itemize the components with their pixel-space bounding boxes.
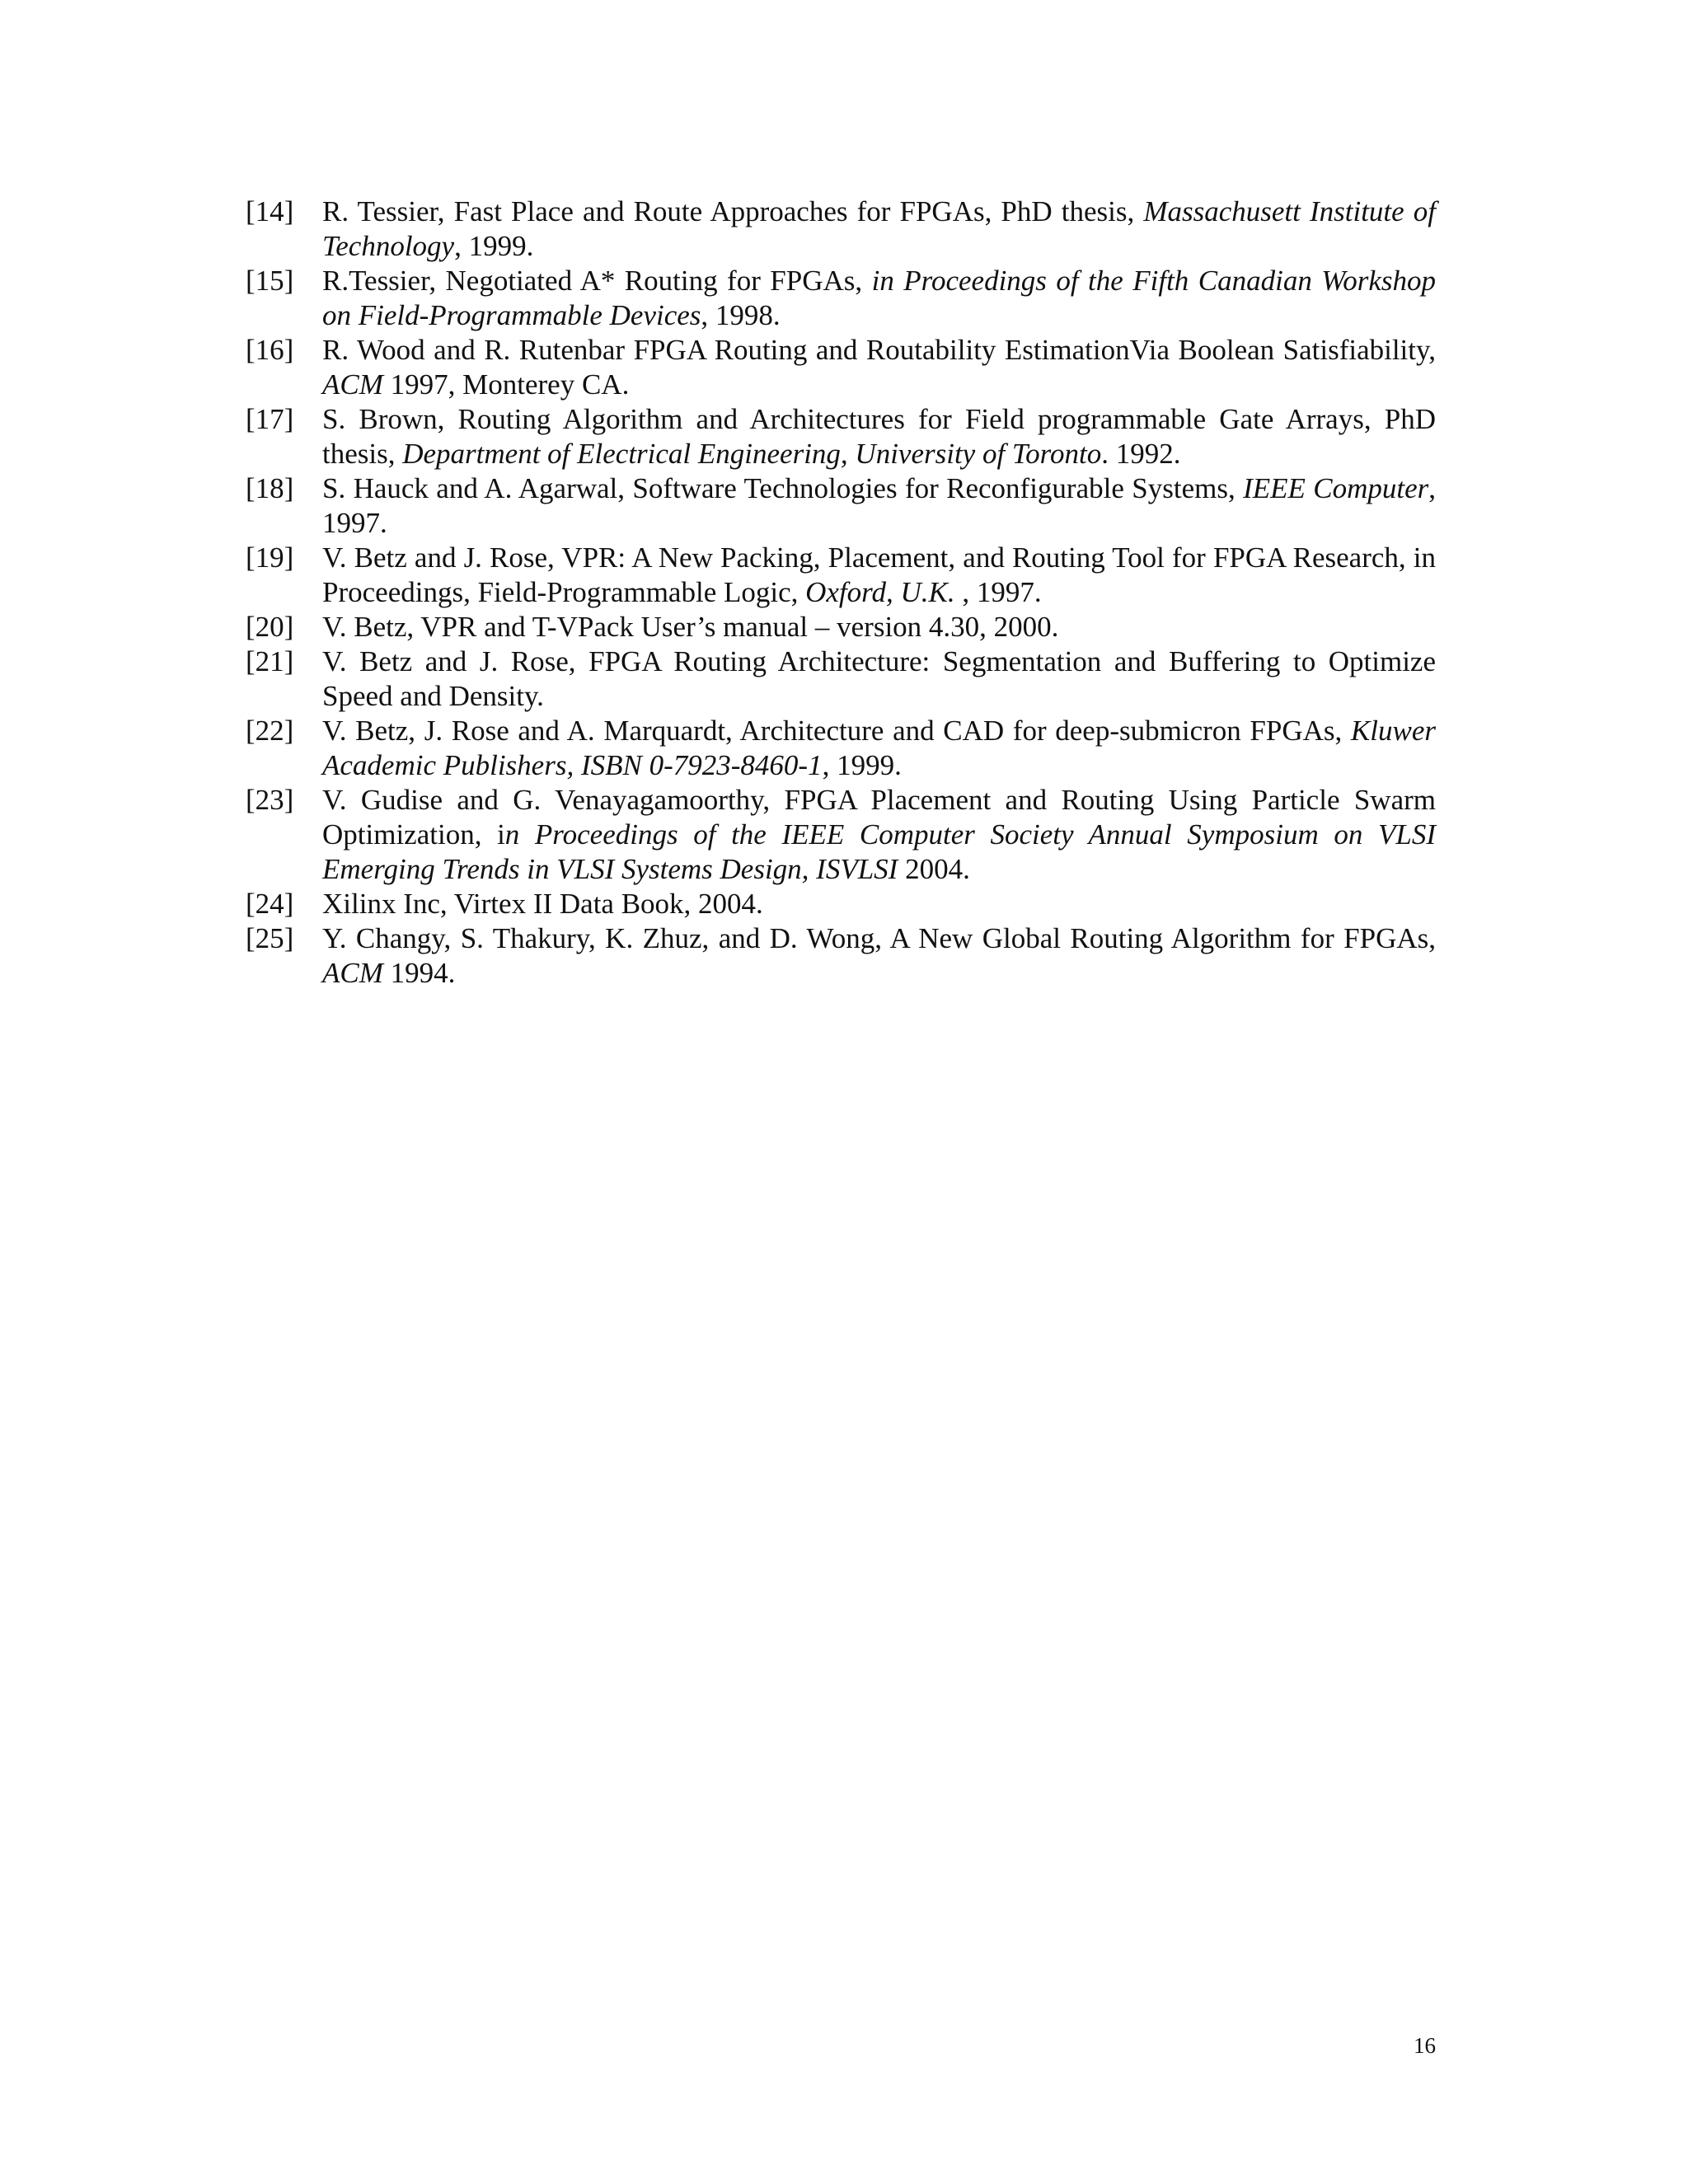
reference-segment: V. Betz, J. Rose and A. Marquardt, Architecture and CAD for deep-submicron FPGAs, <box>322 715 1351 747</box>
reference-text <box>322 610 1436 644</box>
reference-text <box>322 402 1436 471</box>
reference-number: [20] <box>246 611 294 643</box>
reference-segment: V. Betz and J. Rose, FPGA Routing Architecture: Segmentation and Buffering to Optimize Speed and Density. <box>322 645 1436 712</box>
page-number: 16 <box>1414 2033 1436 2058</box>
reference-entry <box>246 402 1436 471</box>
reference-entry <box>246 714 1436 783</box>
reference-entry <box>246 783 1436 887</box>
reference-entry <box>246 471 1436 541</box>
reference-number: [16] <box>246 334 294 366</box>
reference-number: [25] <box>246 922 294 954</box>
reference-italic-segment: ACM <box>322 957 383 989</box>
reference-segment: S. Hauck and A. Agarwal, Software Technologies for Reconfigurable Systems, <box>322 472 1244 504</box>
reference-italic-segment: Oxford, U.K. <box>805 576 955 608</box>
reference-text <box>322 333 1436 402</box>
reference-segment: S. Brown, Routing Algorithm and Architectures for Field programmable Gate Arrays, PhD thesis, <box>322 403 1436 470</box>
reference-italic-segment: in Proceedings of the Fifth Canadian Workshop on Field-Programmable Devices <box>322 265 1436 331</box>
reference-entry <box>246 541 1436 610</box>
reference-number: [15] <box>246 265 294 297</box>
reference-text <box>322 921 1436 991</box>
reference-italic-segment: n Proceedings of the IEEE Computer Society Annual Symposium on VLSI Emerging Trends in VLSI Systems Design, ISVLSI <box>322 818 1436 885</box>
reference-segment: , 1997. <box>954 576 1042 608</box>
reference-segment: R.Tessier, Negotiated A* Routing for FPGAs, <box>322 265 872 297</box>
reference-entry <box>246 264 1436 333</box>
reference-number: [23] <box>246 784 294 816</box>
reference-text <box>322 471 1436 541</box>
reference-text <box>322 783 1436 887</box>
reference-segment: Y. Changy, S. Thakury, K. Zhuz, and D. Wong, A New Global Routing Algorithm for FPGAs, <box>322 922 1436 954</box>
reference-segment: , 1998. <box>701 299 781 331</box>
reference-entry <box>246 921 1436 991</box>
reference-segment: 1997, Monterey CA. <box>382 368 630 401</box>
reference-italic-segment: IEEE Computer <box>1243 472 1429 504</box>
reference-number: [14] <box>246 195 294 227</box>
reference-segment: Xilinx Inc, Virtex II Data Book, 2004. <box>322 888 763 920</box>
reference-list <box>246 194 1436 991</box>
reference-entry <box>246 887 1436 921</box>
reference-italic-segment: Kluwer Academic Publishers, ISBN 0-7923-8460-1 <box>322 715 1436 781</box>
reference-number: [22] <box>246 715 294 747</box>
reference-italic-segment: Department of Electrical Engineering, University of Toronto <box>402 438 1102 470</box>
reference-text <box>322 541 1436 610</box>
reference-segment: . 1992. <box>1101 438 1181 470</box>
reference-number: [24] <box>246 888 294 920</box>
reference-entry <box>246 644 1436 714</box>
reference-segment: V. Betz, VPR and T-VPack User’s manual – version 4.30, 2000. <box>322 611 1059 643</box>
reference-number: [18] <box>246 472 294 504</box>
reference-number: [19] <box>246 541 294 574</box>
reference-entry <box>246 194 1436 264</box>
reference-segment: , 1999. <box>454 230 534 262</box>
reference-italic-segment: ACM <box>322 368 383 401</box>
reference-text <box>322 887 1436 921</box>
reference-entry <box>246 333 1436 402</box>
reference-entry <box>246 610 1436 644</box>
reference-segment: , 1997. <box>322 472 1436 539</box>
reference-text <box>322 714 1436 783</box>
reference-segment: 1994. <box>382 957 456 989</box>
reference-text <box>322 194 1436 264</box>
reference-segment: V. Gudise and G. Venayagamoorthy, FPGA Placement and Routing Using Particle Swarm Optimization, i <box>322 784 1436 851</box>
reference-text <box>322 644 1436 714</box>
reference-number: [17] <box>246 403 294 435</box>
reference-italic-segment: Massachusett Institute of Technology <box>322 195 1436 262</box>
reference-segment: R. Wood and R. Rutenbar FPGA Routing and Routability EstimationVia Boolean Satisfiability, <box>322 334 1436 366</box>
reference-number: [21] <box>246 645 294 677</box>
reference-segment: 2004. <box>898 853 970 885</box>
reference-text <box>322 264 1436 333</box>
reference-segment: V. Betz and J. Rose, VPR: A New Packing, Placement, and Routing Tool for FPGA Research, in Proceedings, Field-Programmable Logic, <box>322 541 1436 608</box>
reference-segment: R. Tessier, Fast Place and Route Approaches for FPGAs, PhD thesis, <box>322 195 1144 227</box>
reference-segment: , 1999. <box>822 749 902 781</box>
